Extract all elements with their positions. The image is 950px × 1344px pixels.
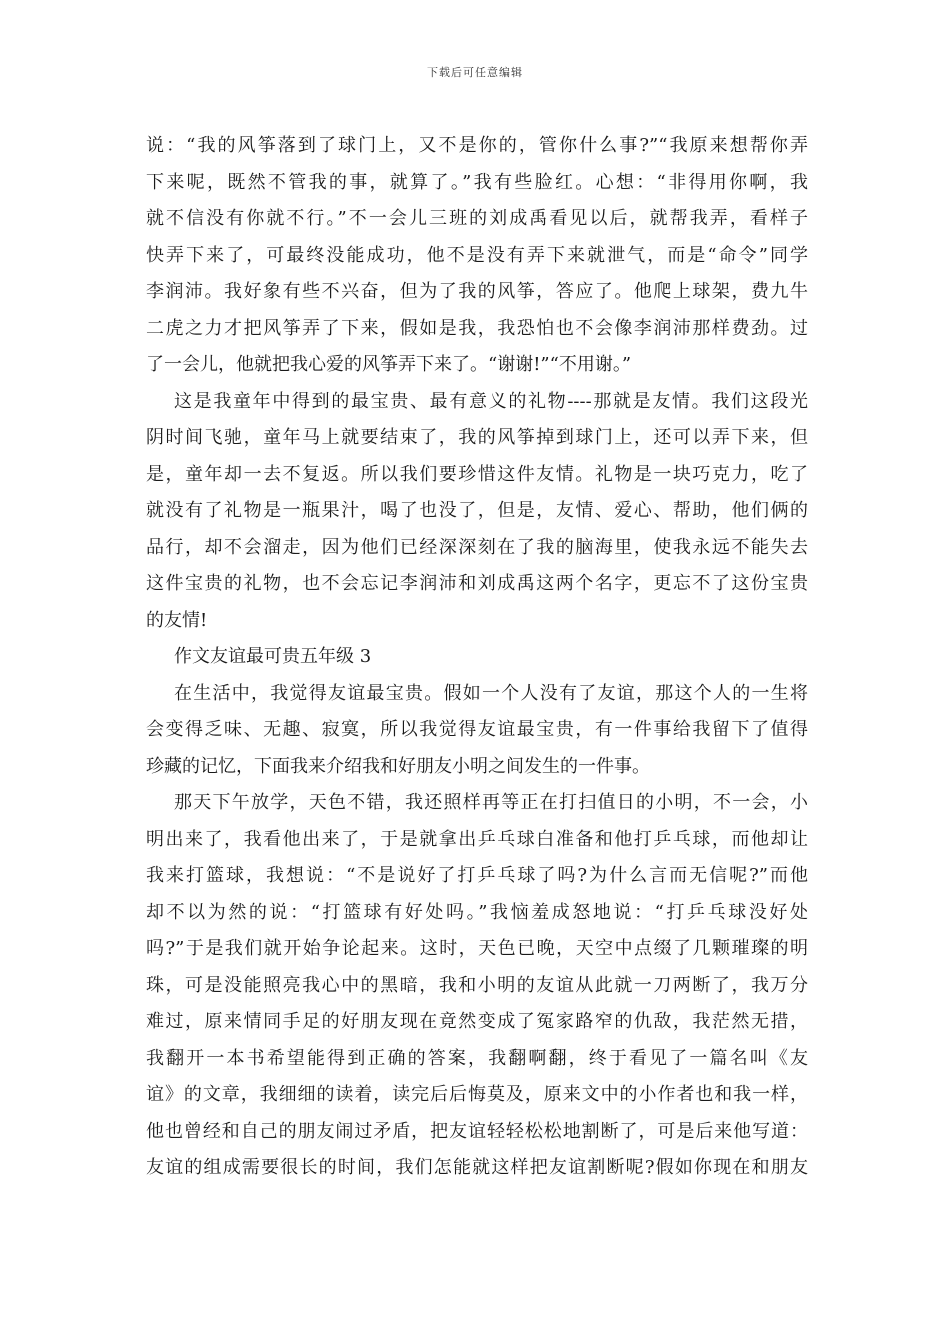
document-body bbox=[146, 128, 808, 1187]
page-header: 下载后可任意编辑 bbox=[427, 66, 523, 79]
text-line: 珠，可是没能照亮我心中的黑暗，我和小明的友谊从此就一刀两断了，我万分 bbox=[146, 974, 808, 996]
text-line: 友谊的组成需要很长的时间，我们怎能就这样把友谊割断呢?假如你现在和朋友 bbox=[146, 1157, 808, 1178]
text-line: 谊》的文章，我细细的读着，读完后后悔莫及，原来文中的小作者也和我一样， bbox=[146, 1084, 808, 1105]
text-line: 品行，却不会溜走，因为他们已经深深刻在了我的脑海里，使我永远不能失去 bbox=[146, 536, 808, 558]
text-line: 二虎之力才把风筝弄了下来，假如是我，我恐怕也不会像李润沛那样费劲。过 bbox=[146, 317, 808, 339]
text-line: 在生活中，我觉得友谊最宝贵。假如一个人没有了友谊，那这个人的一生将 bbox=[174, 682, 808, 704]
text-line: 明出来了，我看他出来了，于是就拿出乒乓球白准备和他打乒乓球，而他却让 bbox=[146, 828, 808, 850]
text-line: 会变得乏味、无趣、寂寞，所以我觉得友谊最宝贵，有一件事给我留下了值得 bbox=[146, 719, 808, 740]
text-line: 下来呢，既然不管我的事，就算了。”我有些脸红。心想：“非得用你啊，我 bbox=[146, 171, 808, 193]
text-line: 作文友谊最可贵五年级 3 bbox=[174, 646, 372, 667]
text-line: 难过，原来情同手足的好朋友现在竟然变成了冤家路窄的仇敌，我茫然无措， bbox=[146, 1011, 808, 1032]
text-line: 是，童年却一去不复返。所以我们要珍惜这件友情。礼物是一块巧克力，吃了 bbox=[146, 463, 808, 485]
text-line: 他也曾经和自己的朋友闹过矛盾，把友谊轻轻松松地割断了，可是后来他写道： bbox=[146, 1120, 808, 1142]
text-line: 李润沛。我好象有些不兴奋，但为了我的风筝，答应了。他爬上球架，费九牛 bbox=[146, 281, 808, 302]
text-line: 这件宝贵的礼物，也不会忘记李润沛和刘成禹这两个名字，更忘不了这份宝贵 bbox=[146, 573, 808, 594]
text-line: 的友情! bbox=[146, 609, 208, 631]
text-line: 我来打篮球，我想说：“不是说好了打乒乓球了吗?为什么言而无信呢?”而他 bbox=[146, 865, 808, 886]
text-line: 却不以为然的说：“打篮球有好处吗。”我恼羞成怒地说：“打乒乓球没好处 bbox=[146, 901, 808, 923]
text-line: 阴时间飞驰，童年马上就要结束了，我的风筝掉到球门上，还可以弄下来，但 bbox=[146, 427, 808, 448]
text-line: 说：“我的风筝落到了球门上，又不是你的，管你什么事?”“我原来想帮你弄 bbox=[146, 135, 808, 156]
text-line: 快弄下来了，可最终没能成功，他不是没有弄下来就泄气，而是“命令”同学 bbox=[146, 244, 808, 266]
text-line: 了一会儿，他就把我心爱的风筝弄下来了。“谢谢!”“不用谢。” bbox=[146, 354, 632, 375]
text-line: 就不信没有你就不行。”不一会儿三班的刘成禹看见以后，就帮我弄，看样子 bbox=[146, 208, 808, 229]
text-line: 我翻开一本书希望能得到正确的答案，我翻啊翻，终于看见了一篇名叫《友 bbox=[146, 1047, 808, 1069]
text-line: 就没有了礼物是一瓶果汁，喝了也没了，但是，友情、爱心、帮助，他们俩的 bbox=[146, 500, 808, 521]
text-line: 吗?”于是我们就开始争论起来。这时，天色已晚，天空中点缀了几颗璀璨的明 bbox=[146, 938, 808, 959]
text-line: 珍藏的记忆，下面我来介绍我和好朋友小明之间发生的一件事。 bbox=[146, 755, 650, 777]
text-line: 这是我童年中得到的最宝贵、最有意义的礼物----那就是友情。我们这段光 bbox=[174, 390, 808, 412]
text-line: 那天下午放学，天色不错，我还照样再等正在打扫值日的小明，不一会，小 bbox=[174, 792, 808, 813]
